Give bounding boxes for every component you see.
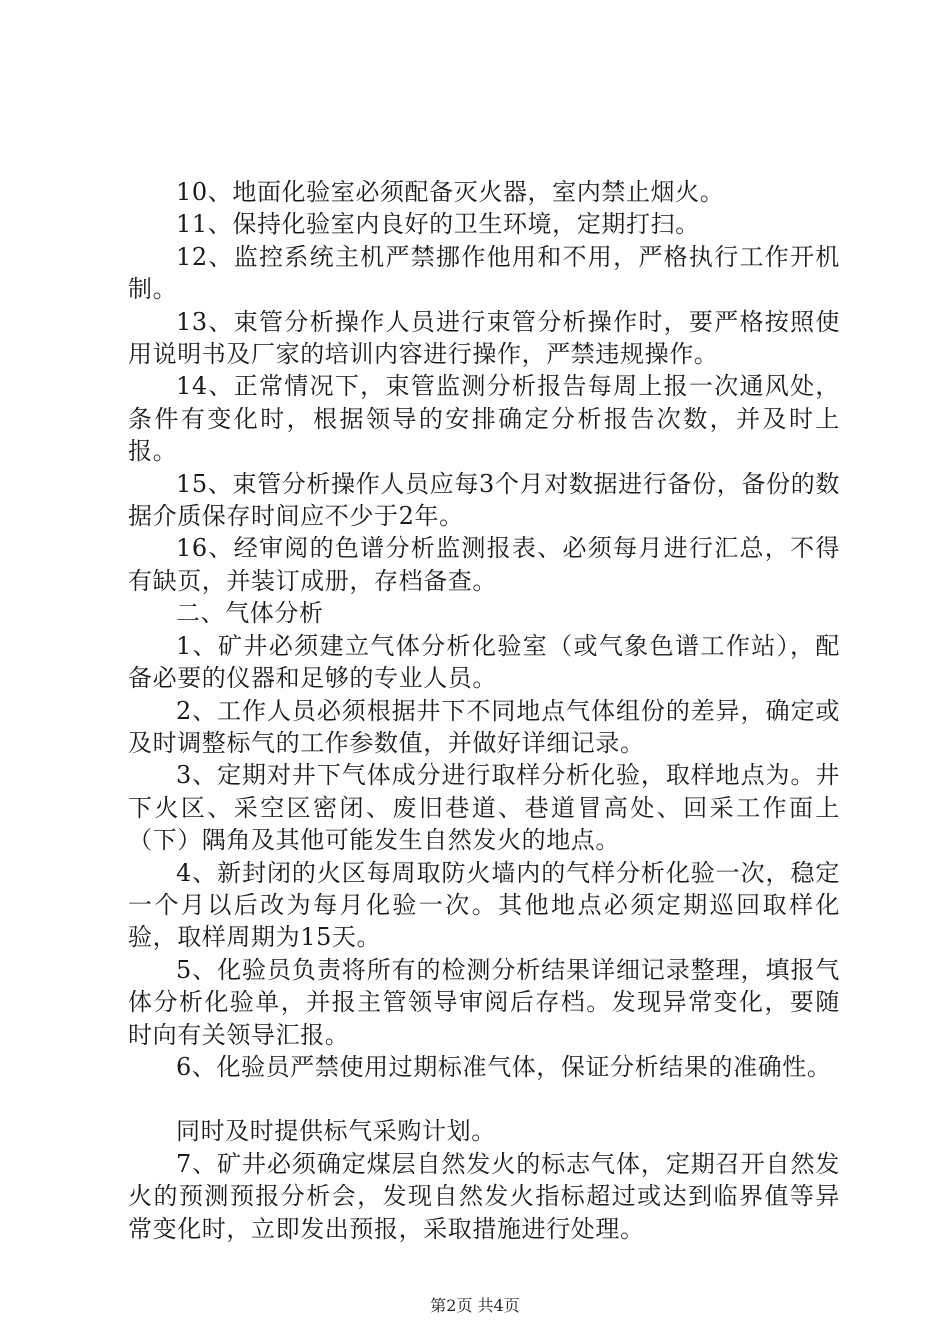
paragraph-15: 15、束管分析操作人员应每3个月对数据进行备份，备份的数据介质保存时间应不少于2年。: [128, 469, 840, 531]
paragraph-7: 7、矿井必须确定煤层自然发火的标志气体，定期召开自然发火的预测预报分析会，发现自然发火指标超过或达到临界值等异常变化时，立即发出预报，采取措施进行处理。: [128, 1149, 840, 1243]
paragraph-2: 2、工作人员必须根据井下不同地点气体组份的差异，确定或及时调整标气的工作参数值，并做好详细记录。: [128, 696, 840, 757]
paragraph-1: 1、矿井必须建立气体分析化验室（或气象色谱工作站），配备必要的仪器和足够的专业人员。: [128, 631, 840, 693]
paragraph-12: 12、监控系统主机严禁挪作他用和不用，严格执行工作开机制。: [128, 242, 840, 304]
paragraph-3: 3、定期对井下气体成分进行取样分析化验，取样地点为。井下火区、采空区密闭、废旧巷道、巷道冒高处、回采工作面上（下）隅角及其他可能发生自然发火的地点。: [128, 761, 840, 855]
paragraph-6: 6、化验员严禁使用过期标准气体，保证分析结果的准确性。: [176, 1052, 832, 1081]
section-heading-gas-analysis: 二、气体分析: [176, 599, 324, 628]
paragraph-11: 11、保持化验室内良好的卫生环境，定期打扫。: [176, 210, 700, 239]
paragraph-procurement-plan: 同时及时提供标气采购计划。: [176, 1117, 496, 1146]
paragraph-4: 4、新封闭的火区每周取防火墙内的气样分析化验一次，稳定一个月以后改为每月化验一次。其他地点必须定期巡回取样化验，取样周期为15天。: [128, 858, 840, 952]
paragraph-16: 16、经审阅的色谱分析监测报表、必须每月进行汇总，不得有缺页，并装订成册，存档备查。: [128, 534, 840, 595]
paragraph-14: 14、正常情况下，束管监测分析报告每周上报一次通风处，条件有变化时，根据领导的安排确定分析报告次数，并及时上报。: [128, 372, 840, 466]
page-number-footer: 第2页 共4页: [430, 1296, 520, 1315]
paragraph-5: 5、化验员负责将所有的检测分析结果详细记录整理，填报气体分析化验单，并报主管领导审阅后存档。发现异常变化，要随时向有关领导汇报。: [128, 955, 840, 1049]
paragraph-13: 13、束管分析操作人员进行束管分析操作时，要严格按照使用说明书及厂家的培训内容进行操作，严禁违规操作。: [128, 307, 840, 369]
document-body: [128, 176, 840, 1245]
paragraph-10: 10、地面化验室必须配备灭火器，室内禁止烟火。: [176, 178, 725, 206]
